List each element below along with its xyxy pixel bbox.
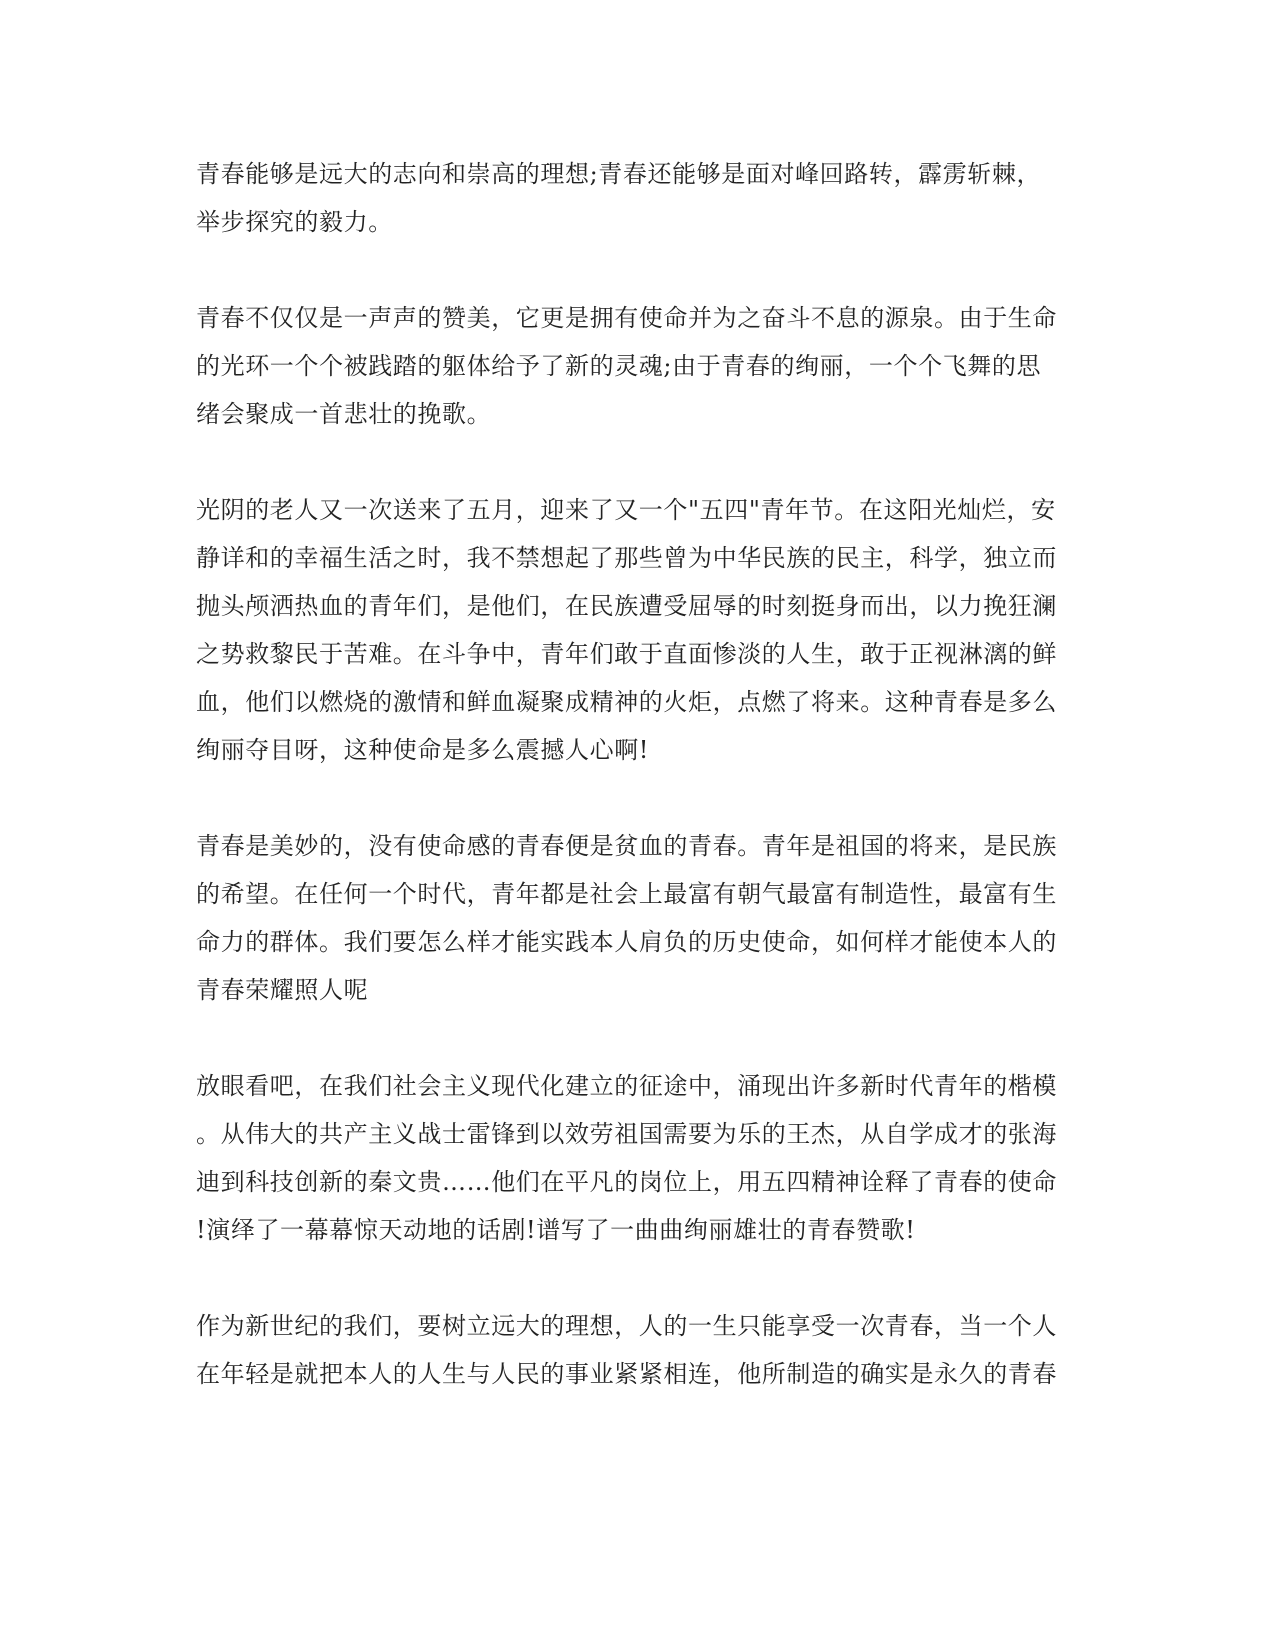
text-line: 举步探究的毅力。 [196,208,393,236]
text-line: 青春荣耀照人呢 [196,976,369,1004]
paragraph-4 [196,822,1076,1014]
text-line: 青春能够是远大的志向和崇高的理想;青春还能够是面对峰回路转，霹雳斩棘， [196,160,1042,188]
paragraph-1 [196,150,1076,246]
text-line: 的希望。在任何一个时代，青年都是社会上最富有朝气最富有制造性，最富有生 [196,880,1057,908]
text-line: 作为新世纪的我们，要树立远大的理想，人的一生只能享受一次青春，当一个人 [196,1312,1057,1340]
text-line: 放眼看吧，在我们社会主义现代化建立的征途中，涌现出许多新时代青年的楷模 [196,1072,1057,1100]
text-line: 命力的群体。我们要怎么样才能实践本人肩负的历史使命，如何样才能使本人的 [196,928,1057,956]
text-line: !演绎了一幕幕惊天动地的话剧!谱写了一曲曲绚丽雄壮的青春赞歌! [196,1216,916,1244]
text-line: 血，他们以燃烧的激情和鲜血凝聚成精神的火炬，点燃了将来。这种青春是多么 [196,688,1057,716]
text-line: 在年轻是就把本人的人生与人民的事业紧紧相连，他所制造的确实是永久的青春 [196,1360,1057,1388]
text-line: 的光环一个个被践踏的躯体给予了新的灵魂;由于青春的绚丽，一个个飞舞的思 [196,352,1042,380]
text-line: 静详和的幸福生活之时，我不禁想起了那些曾为中华民族的民主，科学，独立而 [196,544,1057,572]
text-line: 。从伟大的共产主义战士雷锋到以效劳祖国需要为乐的王杰，从自学成才的张海 [196,1120,1057,1148]
text-line: 绪会聚成一首悲壮的挽歌。 [196,400,492,428]
paragraph-2 [196,294,1076,438]
text-line: 绚丽夺目呀，这种使命是多么震撼人心啊! [196,736,650,764]
paragraph-5 [196,1062,1076,1254]
text-line: 青春是美妙的，没有使命感的青春便是贫血的青春。青年是祖国的将来，是民族 [196,832,1057,860]
text-line: 抛头颅洒热血的青年们，是他们，在民族遭受屈辱的时刻挺身而出，以力挽狂澜 [196,592,1057,620]
paragraph-6 [196,1302,1076,1398]
text-line: 光阴的老人又一次送来了五月，迎来了又一个"五四"青年节。在这阳光灿烂，安 [196,496,1056,524]
text-line: 之势救黎民于苦难。在斗争中，青年们敢于直面惨淡的人生，敢于正视淋漓的鲜 [196,640,1057,668]
text-line: 青春不仅仅是一声声的赞美，它更是拥有使命并为之奋斗不息的源泉。由于生命 [196,304,1057,332]
text-line: 迪到科技创新的秦文贵……他们在平凡的岗位上，用五四精神诠释了青春的使命 [196,1168,1057,1196]
paragraph-3 [196,486,1076,774]
document-body [196,150,1076,1446]
